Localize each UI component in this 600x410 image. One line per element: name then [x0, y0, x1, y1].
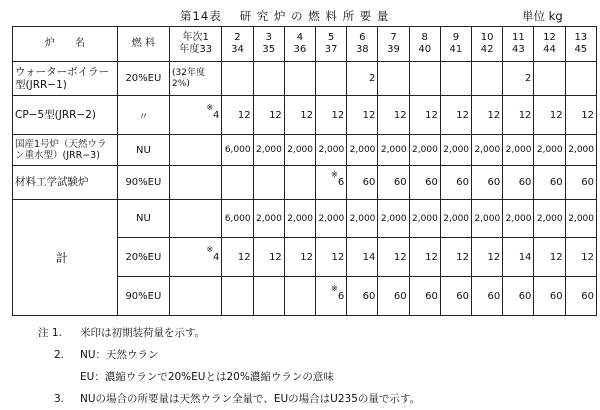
- value-cell: [565, 62, 596, 96]
- value-cell: 2,000: [347, 135, 378, 166]
- value-cell: [253, 166, 284, 200]
- value-cell: [316, 62, 347, 96]
- header-reactor: 炉 名: [13, 27, 118, 62]
- initial-load-mark: ※: [206, 102, 214, 112]
- value-cell: 60: [472, 166, 503, 200]
- value-cell: 6,000: [222, 135, 253, 166]
- initial-value: [170, 166, 222, 200]
- value-cell: 12: [440, 238, 471, 277]
- initial-value: ※4: [170, 238, 222, 277]
- value-cell: 60: [378, 277, 409, 316]
- header-row: [13, 27, 597, 62]
- value-cell: 60: [534, 166, 565, 200]
- value-cell: [253, 277, 284, 316]
- value-cell: 12: [347, 96, 378, 135]
- table-number: 第14表: [180, 9, 222, 23]
- value-cell: 2: [347, 62, 378, 96]
- header-year: 9 41: [440, 27, 471, 62]
- value-cell: 2,000: [378, 135, 409, 166]
- value-cell: 12: [222, 238, 253, 277]
- value-cell: 2,000: [565, 200, 596, 238]
- value-cell: 60: [440, 166, 471, 200]
- value-cell: 2,000: [284, 135, 315, 166]
- footnote: 2. NU：天然ウラン: [54, 349, 159, 361]
- fuel-type: NU: [117, 135, 169, 166]
- value-cell: 60: [503, 166, 534, 200]
- table-row: [13, 166, 597, 200]
- value-cell: 60: [347, 166, 378, 200]
- value-cell: 2,000: [316, 135, 347, 166]
- initial-value: [170, 200, 222, 238]
- value-cell: 2,000: [503, 200, 534, 238]
- value-cell: [284, 277, 315, 316]
- value-cell: [222, 277, 253, 316]
- fuel-type: 〃: [117, 96, 169, 135]
- value-cell: [472, 62, 503, 96]
- value-cell: 2,000: [253, 200, 284, 238]
- value-cell: 12: [565, 96, 596, 135]
- value-cell: 60: [565, 277, 596, 316]
- reactor-name: ウォーターボイラー型(JRR−1): [13, 62, 118, 96]
- total-label: 計: [13, 200, 118, 316]
- value-cell: 2,000: [347, 200, 378, 238]
- header-year: 7 39: [378, 27, 409, 62]
- value-cell: [378, 62, 409, 96]
- value-cell: 12: [565, 238, 596, 277]
- value-cell: 6,000: [222, 200, 253, 238]
- value-cell: [440, 62, 471, 96]
- value-cell: 2,000: [409, 135, 440, 166]
- header-year: 10 42: [472, 27, 503, 62]
- value-cell: 2,000: [284, 200, 315, 238]
- unit-label: 単位 kg: [522, 9, 563, 23]
- table-row: [13, 135, 597, 166]
- value-cell: 12: [503, 96, 534, 135]
- value-cell: 60: [503, 277, 534, 316]
- fuel-type: 90%EU: [117, 166, 169, 200]
- value-cell: 2,000: [472, 200, 503, 238]
- value-cell: 2,000: [565, 135, 596, 166]
- value-cell: [222, 62, 253, 96]
- value-cell: 60: [472, 277, 503, 316]
- value-cell: 12: [253, 96, 284, 135]
- value-cell: 2,000: [534, 200, 565, 238]
- value-cell: 12: [409, 238, 440, 277]
- footnote: 3. NUの場合の所要量は天然ウラン全量で、EUの場合はU235の量で示す。: [54, 393, 421, 405]
- value-cell: 2,000: [503, 135, 534, 166]
- value-cell: 12: [409, 96, 440, 135]
- value-cell: 2,000: [440, 200, 471, 238]
- header-year: 12 44: [534, 27, 565, 62]
- fuel-type: 90%EU: [117, 277, 169, 316]
- value-cell: 60: [440, 277, 471, 316]
- value-cell: 14: [503, 238, 534, 277]
- reactor-name: CP−5型(JRR−2): [13, 96, 118, 135]
- header-year: 11 43: [503, 27, 534, 62]
- initial-value: ※4: [170, 96, 222, 135]
- initial-load-mark: ※: [331, 170, 338, 179]
- value-cell: 12: [378, 96, 409, 135]
- fuel-type: 20%EU: [117, 62, 169, 96]
- header-year: 13 45: [565, 27, 596, 62]
- header-fuel: 燃 料: [117, 27, 169, 62]
- value-cell: 2: [503, 62, 534, 96]
- reactor-name: 材料工学試験炉: [13, 166, 118, 200]
- value-cell: 2,000: [253, 135, 284, 166]
- value-cell: [284, 166, 315, 200]
- initial-load-mark: ※: [206, 244, 214, 254]
- value-cell: [284, 62, 315, 96]
- fuel-requirement-table: [12, 26, 597, 316]
- initial-value: [170, 135, 222, 166]
- value-cell: 60: [378, 166, 409, 200]
- value-cell: 12: [440, 96, 471, 135]
- value-cell: 12: [378, 238, 409, 277]
- initial-value: [170, 277, 222, 316]
- value-cell: 12: [284, 96, 315, 135]
- value-cell: 12: [534, 238, 565, 277]
- value-cell: 2,000: [440, 135, 471, 166]
- header-fiscal-year: 年次1 年度33: [170, 27, 222, 62]
- header-year: 8 40: [409, 27, 440, 62]
- value-cell: 60: [409, 166, 440, 200]
- header-year: 3 35: [253, 27, 284, 62]
- value-cell: 14: [347, 238, 378, 277]
- value-cell: 2,000: [472, 135, 503, 166]
- value-cell: 2,000: [409, 200, 440, 238]
- value-cell: 12: [316, 96, 347, 135]
- table-row: [13, 200, 597, 238]
- table-title: [180, 8, 389, 24]
- value-cell: [253, 62, 284, 96]
- value-cell: 60: [565, 166, 596, 200]
- value-cell: 60: [347, 277, 378, 316]
- initial-load-mark: ※: [331, 283, 338, 293]
- value-cell: 12: [222, 96, 253, 135]
- value-cell: 2,000: [534, 135, 565, 166]
- value-cell: [222, 166, 253, 200]
- value-cell: 60: [534, 277, 565, 316]
- value-cell: [409, 62, 440, 96]
- table-caption: 研 究 炉 の 燃 料 所 要 量: [239, 9, 390, 23]
- header-year: 5 37: [316, 27, 347, 62]
- table-row: [13, 96, 597, 135]
- reactor-name: 国産1号炉（天然ウラン重水型）(JRR−3): [13, 135, 118, 166]
- value-cell: 12: [472, 96, 503, 135]
- value-cell: 12: [472, 238, 503, 277]
- value-cell: 12: [534, 96, 565, 135]
- initial-value: (32年度2%): [170, 62, 222, 96]
- header-year: 6 38: [347, 27, 378, 62]
- fuel-type: NU: [117, 200, 169, 238]
- footnote: 注 1. 米印は初期装荷量を示す。: [38, 327, 206, 339]
- header-year: 4 36: [284, 27, 315, 62]
- value-cell: 12: [316, 238, 347, 277]
- footnote: EU：濃縮ウランで20%EUとは20%濃縮ウランの意味: [80, 371, 334, 383]
- value-cell: 2,000: [378, 200, 409, 238]
- table-row: [13, 62, 597, 96]
- value-cell: [534, 62, 565, 96]
- value-cell: 12: [284, 238, 315, 277]
- fuel-type: 20%EU: [117, 238, 169, 277]
- value-cell: 12: [253, 238, 284, 277]
- header-year: 2 34: [222, 27, 253, 62]
- value-cell: ※6: [316, 277, 347, 316]
- value-cell: 60: [409, 277, 440, 316]
- value-cell: 2,000: [316, 200, 347, 238]
- footnotes: [38, 322, 420, 410]
- value-cell: ※6: [316, 166, 347, 200]
